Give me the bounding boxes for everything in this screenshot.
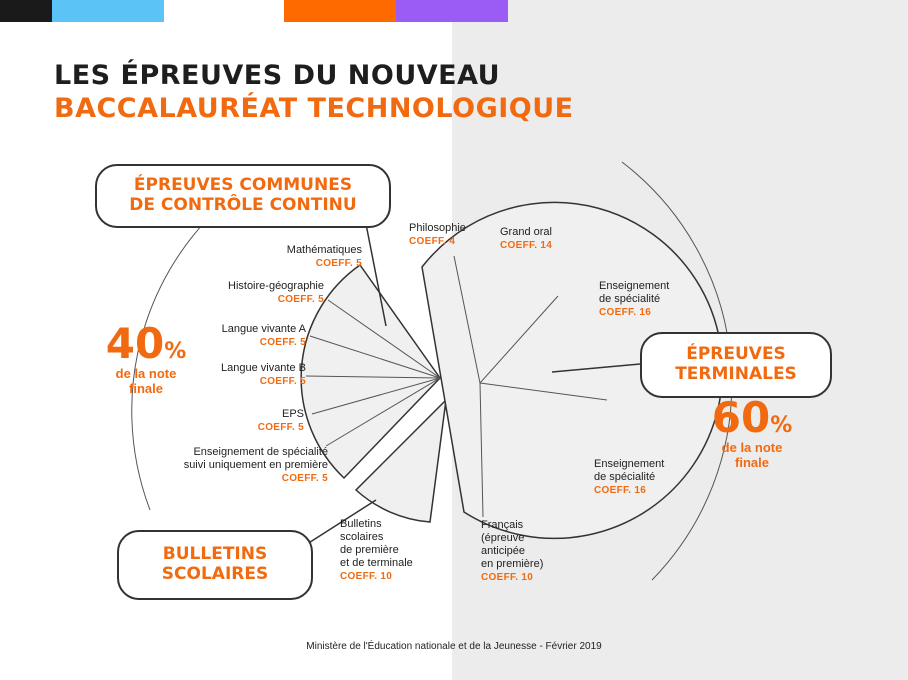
label-grand-oral: Grand oral COEFF. 14: [500, 226, 553, 251]
label-histgeo: Histoire-géographie COEFF. 5: [228, 280, 324, 305]
title-line-1: LES ÉPREUVES DU NOUVEAU: [54, 60, 501, 91]
title-line-2: BACCALAURÉAT TECHNOLOGIQUE: [54, 93, 574, 124]
label-philo: Philosophie COEFF. 4: [409, 222, 466, 247]
source-note: Ministère de l'Éducation nationale et de la Jeunesse - Février 2019: [306, 641, 602, 652]
share-right: 60% de la note finale: [711, 393, 793, 470]
label-lva: Langue vivante A COEFF. 5: [221, 323, 306, 348]
label-spe-premiere: Enseignement de spécialité suivi uniquement en première COEFF. 5: [183, 446, 328, 484]
terminales-group-label: ÉPREUVES TERMINALES: [640, 332, 832, 398]
label-spe-a: Enseignement de spécialité COEFF. 16: [599, 280, 670, 318]
label-bulletins: Bulletins scolaires de première et de terminale COEFF. 10: [340, 518, 413, 582]
share-left: 40% de la note finale: [105, 319, 187, 396]
cc-group-label: ÉPREUVES COMMUNES DE CONTRÔLE CONTINU: [95, 164, 391, 228]
label-eps: EPS COEFF. 5: [257, 408, 304, 433]
label-spe-b: Enseignement de spécialité COEFF. 16: [594, 458, 665, 496]
label-francais: Français (épreuve anticipée en première) COEFF. 10: [481, 519, 544, 583]
label-lvb: Langue vivante B COEFF. 5: [220, 362, 306, 387]
label-maths: Mathématiques COEFF. 5: [286, 244, 362, 269]
bulletins-group-label: BULLETINS SCOLAIRES: [117, 530, 313, 600]
